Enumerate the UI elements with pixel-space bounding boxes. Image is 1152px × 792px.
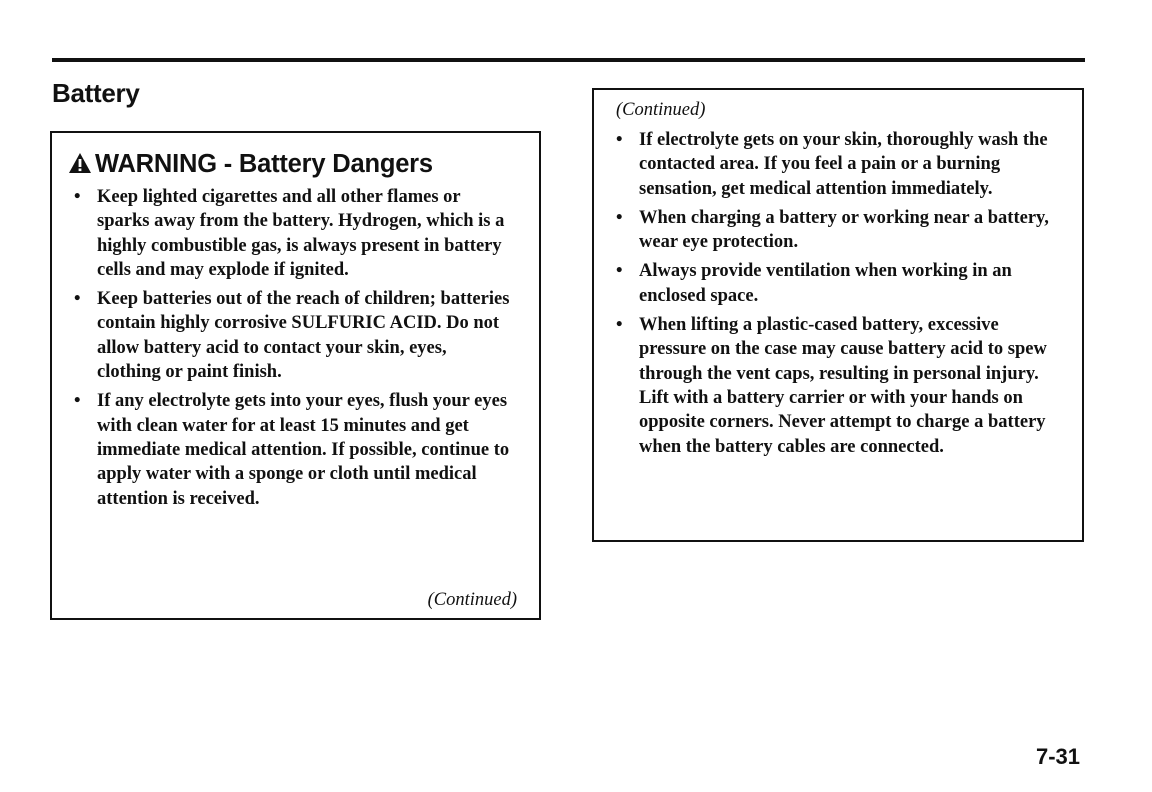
bullet-dot: • bbox=[616, 207, 623, 228]
page-number: 7-31 bbox=[1036, 744, 1081, 769]
warning-triangle-icon bbox=[68, 149, 92, 183]
bullet-text: Keep lighted cigarettes and all other flames or sparks away from the battery. Hydrogen, which is a highly combustible gas, is always present in battery cells and may explode if ignited. bbox=[97, 187, 505, 280]
header-rule bbox=[52, 58, 1085, 62]
warning-bullet-list-left bbox=[74, 185, 514, 516]
bullet-text: When charging a battery or working near a battery, wear eye protection. bbox=[639, 207, 1049, 253]
bullet-text: When lifting a plastic-cased battery, excessive pressure on the case may cause battery acid to spew through the vent caps, resulting in personal injury. Lift with a battery carrier or with your hands on opposite corners. Never attempt to charge a battery when the battery cables are connected. bbox=[639, 315, 1047, 457]
continued-top-label: (Continued) bbox=[616, 100, 706, 120]
warning-bullet-list-right bbox=[616, 128, 1066, 464]
bullet-text: If electrolyte gets on your skin, thoroughly wash the contacted area. If you feel a pain or a burning sensation, get medical attention immediately. bbox=[639, 130, 1048, 199]
bullet-dot: • bbox=[616, 261, 623, 282]
list-item bbox=[616, 313, 1066, 459]
warning-box-left bbox=[50, 131, 541, 620]
warning-heading-text: WARNING - Battery Dangers bbox=[95, 150, 433, 178]
bullet-text: Always provide ventilation when working in an enclosed space. bbox=[639, 261, 1012, 306]
bullet-dot: • bbox=[616, 130, 623, 150]
list-item bbox=[74, 185, 514, 282]
list-item bbox=[74, 287, 514, 384]
warning-heading bbox=[68, 147, 433, 183]
list-item bbox=[616, 128, 1066, 201]
list-item bbox=[74, 389, 514, 510]
list-item bbox=[616, 259, 1066, 308]
bullet-text: Keep batteries out of the reach of children; batteries contain highly corrosive SULFURIC ACID. Do not allow battery acid to contact your skin, eyes, clothing or paint finish. bbox=[97, 289, 510, 383]
warning-box-right bbox=[592, 88, 1084, 542]
bullet-text: If any electrolyte gets into your eyes, flush your eyes with clean water for at least 15 minutes and get immediate medical attention. If possible, continue to apply water with a sponge or cloth until medical attention is received. bbox=[97, 391, 510, 509]
continued-label: (Continued) bbox=[427, 590, 517, 610]
section-title: Battery bbox=[52, 78, 140, 108]
bullet-dot: • bbox=[74, 391, 81, 412]
bullet-dot: • bbox=[616, 315, 623, 336]
list-item bbox=[616, 206, 1066, 255]
bullet-dot: • bbox=[74, 289, 81, 310]
bullet-dot: • bbox=[74, 187, 81, 207]
